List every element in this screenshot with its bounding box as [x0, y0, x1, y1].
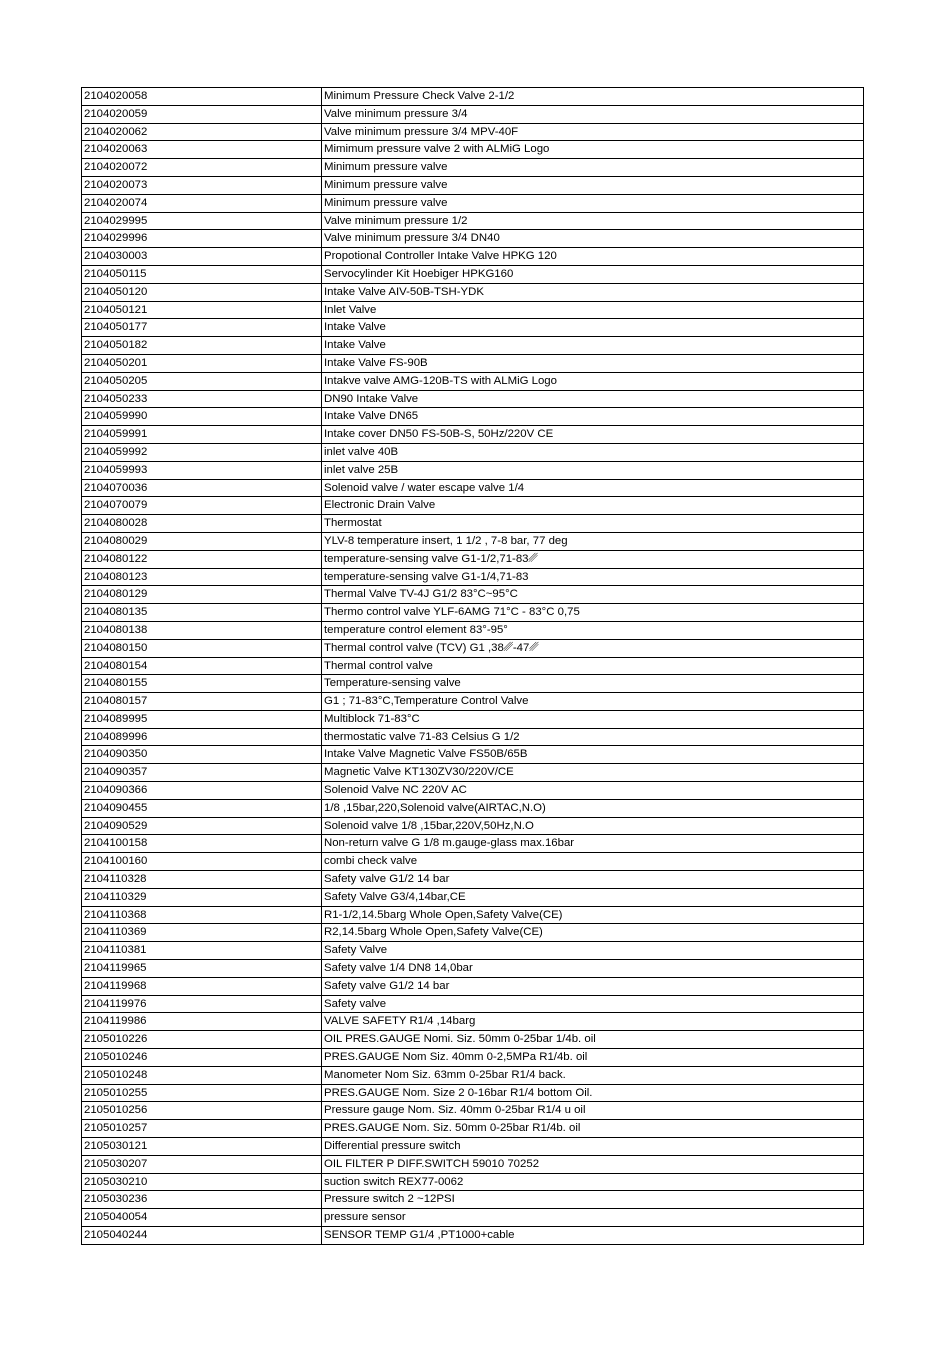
description-cell[interactable]: Safety valve: [322, 996, 864, 1013]
table-row: [82, 88, 864, 106]
description-cell[interactable]: 1/8 ,15bar,220,Solenoid valve(AIRTAC,N.O): [322, 800, 864, 817]
description-cell[interactable]: Intake cover DN50 FS-50B-S, 50Hz/220V CE: [322, 426, 864, 443]
description-cell[interactable]: temperature-sensing valve G1-1/2,71-83␥: [322, 551, 864, 568]
table-row: [82, 159, 864, 177]
part-number-cell[interactable]: 2104110328: [82, 871, 322, 888]
description-cell[interactable]: thermostatic valve 71-83 Celsius G 1/2: [322, 729, 864, 746]
table-row: [82, 569, 864, 587]
part-number-cell[interactable]: 2104050201: [82, 355, 322, 372]
part-number-cell[interactable]: 2104100158: [82, 835, 322, 852]
part-number-cell[interactable]: 2104089995: [82, 711, 322, 728]
table-row: [82, 942, 864, 960]
table-row: [82, 640, 864, 658]
description-cell[interactable]: Servocylinder Kit Hoebiger HPKG160: [322, 266, 864, 283]
part-number-cell[interactable]: 2104059992: [82, 444, 322, 461]
description-cell[interactable]: Valve minimum pressure 3/4: [322, 106, 864, 123]
part-number-cell[interactable]: 2104110381: [82, 942, 322, 959]
part-number-cell[interactable]: 2104080150: [82, 640, 322, 657]
description-cell[interactable]: Multiblock 71-83°C: [322, 711, 864, 728]
part-number-cell[interactable]: 2104070036: [82, 480, 322, 497]
part-number-cell[interactable]: 2105030207: [82, 1156, 322, 1173]
part-number-cell[interactable]: 2104080155: [82, 675, 322, 692]
part-number-cell[interactable]: 2105010246: [82, 1049, 322, 1066]
part-number-cell[interactable]: 2104080135: [82, 604, 322, 621]
description-cell[interactable]: YLV-8 temperature insert, 1 1/2 , 7-8 bar, 77 deg: [322, 533, 864, 550]
description-cell[interactable]: Thermo control valve YLF-6AMG 71°C - 83°C 0,75: [322, 604, 864, 621]
table-row: [82, 960, 864, 978]
description-cell[interactable]: R1-1/2,14.5barg Whole Open,Safety Valve(CE): [322, 907, 864, 924]
part-number-cell[interactable]: 2104090350: [82, 746, 322, 763]
table-row: [82, 337, 864, 355]
table-row: [82, 373, 864, 391]
description-cell[interactable]: Thermal control valve: [322, 658, 864, 675]
description-cell[interactable]: Solenoid Valve NC 220V AC: [322, 782, 864, 799]
table-row: [82, 1102, 864, 1120]
part-number-cell[interactable]: 2104050177: [82, 319, 322, 336]
description-cell[interactable]: Valve minimum pressure 3/4 MPV-40F: [322, 124, 864, 141]
description-cell[interactable]: Minimum Pressure Check Valve 2-1/2: [322, 88, 864, 105]
part-number-cell[interactable]: 2104080129: [82, 586, 322, 603]
table-row: [82, 1227, 864, 1245]
description-cell[interactable]: PRES.GAUGE Nom. Size 2 0-16bar R1/4 bottom Oil.: [322, 1085, 864, 1102]
part-number-cell[interactable]: 2104080029: [82, 533, 322, 550]
part-number-cell[interactable]: 2104050182: [82, 337, 322, 354]
part-number-cell[interactable]: 2104020074: [82, 195, 322, 212]
part-number-cell[interactable]: 2104080154: [82, 658, 322, 675]
table-row: [82, 284, 864, 302]
description-cell[interactable]: DN90 Intake Valve: [322, 391, 864, 408]
description-cell[interactable]: Thermal control valve (TCV) G1 ,38␥-47␥: [322, 640, 864, 657]
table-row: [82, 177, 864, 195]
part-number-cell[interactable]: 2104119968: [82, 978, 322, 995]
description-cell[interactable]: inlet valve 40B: [322, 444, 864, 461]
part-number-cell[interactable]: 2104070079: [82, 497, 322, 514]
table-row: [82, 782, 864, 800]
description-cell[interactable]: inlet valve 25B: [322, 462, 864, 479]
table-row: [82, 1013, 864, 1031]
description-cell[interactable]: Intake Valve Magnetic Valve FS50B/65B: [322, 746, 864, 763]
table-row: [82, 996, 864, 1014]
part-number-cell[interactable]: 2105030210: [82, 1174, 322, 1191]
table-row: [82, 1067, 864, 1085]
table-row: [82, 141, 864, 159]
part-number-cell[interactable]: 2104110369: [82, 924, 322, 941]
description-cell[interactable]: Solenoid valve / water escape valve 1/4: [322, 480, 864, 497]
table-row: [82, 426, 864, 444]
description-cell[interactable]: suction switch REX77-0062: [322, 1174, 864, 1191]
table-row: [82, 106, 864, 124]
description-cell[interactable]: Safety valve G1/2 14 bar: [322, 978, 864, 995]
part-number-cell[interactable]: 2104090366: [82, 782, 322, 799]
table-row: [82, 124, 864, 142]
table-row: [82, 1156, 864, 1174]
description-cell[interactable]: Minimum pressure valve: [322, 195, 864, 212]
description-cell[interactable]: Thermostat: [322, 515, 864, 532]
part-number-cell[interactable]: 2104050115: [82, 266, 322, 283]
part-number-cell[interactable]: 2104100160: [82, 853, 322, 870]
description-cell[interactable]: Intakve valve AMG-120B-TS with ALMiG Logo: [322, 373, 864, 390]
part-number-cell[interactable]: 2104110329: [82, 889, 322, 906]
table-row: [82, 319, 864, 337]
part-number-cell[interactable]: 2104050120: [82, 284, 322, 301]
description-cell[interactable]: Minimum pressure valve: [322, 177, 864, 194]
description-cell[interactable]: Safety Valve: [322, 942, 864, 959]
table-row: [82, 444, 864, 462]
part-number-cell[interactable]: 2104029995: [82, 213, 322, 230]
table-row: [82, 1191, 864, 1209]
description-cell[interactable]: Mimimum pressure valve 2 with ALMiG Logo: [322, 141, 864, 158]
table-row: [82, 889, 864, 907]
part-number-cell[interactable]: 2105040054: [82, 1209, 322, 1226]
description-cell[interactable]: Safety valve G1/2 14 bar: [322, 871, 864, 888]
description-cell[interactable]: Intake Valve DN65: [322, 408, 864, 425]
part-number-cell[interactable]: 2104050121: [82, 302, 322, 319]
description-cell[interactable]: Temperature-sensing valve: [322, 675, 864, 692]
part-number-cell[interactable]: 2104050205: [82, 373, 322, 390]
part-number-cell[interactable]: 2104020072: [82, 159, 322, 176]
part-number-cell[interactable]: 2104020062: [82, 124, 322, 141]
description-cell[interactable]: Propotional Controller Intake Valve HPKG 120: [322, 248, 864, 265]
description-cell[interactable]: Intake Valve FS-90B: [322, 355, 864, 372]
description-cell[interactable]: Inlet Valve: [322, 302, 864, 319]
description-cell[interactable]: R2,14.5barg Whole Open,Safety Valve(CE): [322, 924, 864, 941]
part-number-cell[interactable]: 2105010255: [82, 1085, 322, 1102]
description-cell[interactable]: Pressure switch 2 ~12PSI: [322, 1191, 864, 1208]
table-row: [82, 480, 864, 498]
table-row: [82, 835, 864, 853]
table-row: [82, 1120, 864, 1138]
description-cell[interactable]: temperature-sensing valve G1-1/4,71-83: [322, 569, 864, 586]
table-row: [82, 515, 864, 533]
table-row: [82, 622, 864, 640]
table-row: [82, 213, 864, 231]
table-row: [82, 871, 864, 889]
description-cell[interactable]: Valve minimum pressure 3/4 DN40: [322, 230, 864, 247]
table-row: [82, 746, 864, 764]
part-number-cell[interactable]: 2104090357: [82, 764, 322, 781]
part-number-cell[interactable]: 2104110368: [82, 907, 322, 924]
description-cell[interactable]: Solenoid valve 1/8 ,15bar,220V,50Hz,N.O: [322, 818, 864, 835]
description-cell[interactable]: Intake Valve: [322, 337, 864, 354]
table-row: [82, 675, 864, 693]
description-cell[interactable]: Magnetic Valve KT130ZV30/220V/CE: [322, 764, 864, 781]
part-number-cell[interactable]: 2104080028: [82, 515, 322, 532]
part-number-cell[interactable]: 2104059993: [82, 462, 322, 479]
table-row: [82, 408, 864, 426]
table-row: [82, 604, 864, 622]
part-number-cell[interactable]: 2105040244: [82, 1227, 322, 1244]
part-number-cell[interactable]: 2104089996: [82, 729, 322, 746]
table-row: [82, 230, 864, 248]
part-number-cell[interactable]: 2105010248: [82, 1067, 322, 1084]
description-cell[interactable]: Thermal Valve TV-4J G1/2 83°C~95°C: [322, 586, 864, 603]
table-row: [82, 818, 864, 836]
table-row: [82, 1138, 864, 1156]
table-row: [82, 302, 864, 320]
part-number-cell[interactable]: 2104119965: [82, 960, 322, 977]
table-row: [82, 586, 864, 604]
table-row: [82, 1085, 864, 1103]
table-row: [82, 924, 864, 942]
table-row: [82, 1174, 864, 1192]
description-cell[interactable]: combi check valve: [322, 853, 864, 870]
description-cell[interactable]: Manometer Nom Siz. 63mm 0-25bar R1/4 back.: [322, 1067, 864, 1084]
table-row: [82, 853, 864, 871]
description-cell[interactable]: Differential pressure switch: [322, 1138, 864, 1155]
description-cell[interactable]: Minimum pressure valve: [322, 159, 864, 176]
table-row: [82, 355, 864, 373]
part-number-cell[interactable]: 2105030236: [82, 1191, 322, 1208]
part-number-cell[interactable]: 2104090455: [82, 800, 322, 817]
part-number-cell[interactable]: 2104059990: [82, 408, 322, 425]
table-row: [82, 800, 864, 818]
part-number-cell[interactable]: 2104030003: [82, 248, 322, 265]
part-number-cell[interactable]: 2104059991: [82, 426, 322, 443]
description-cell[interactable]: Valve minimum pressure 1/2: [322, 213, 864, 230]
description-cell[interactable]: SENSOR TEMP G1/4 ,PT1000+cable: [322, 1227, 864, 1244]
description-cell[interactable]: VALVE SAFETY R1/4 ,14barg: [322, 1013, 864, 1030]
part-number-cell[interactable]: 2104020063: [82, 141, 322, 158]
description-cell[interactable]: Pressure gauge Nom. Siz. 40mm 0-25bar R1/4 u oil: [322, 1102, 864, 1119]
part-number-cell[interactable]: 2104050233: [82, 391, 322, 408]
part-number-cell[interactable]: 2104020073: [82, 177, 322, 194]
table-row: [82, 533, 864, 551]
table-row: [82, 1031, 864, 1049]
description-cell[interactable]: Safety Valve G3/4,14bar,CE: [322, 889, 864, 906]
table-row: [82, 551, 864, 569]
part-number-cell[interactable]: 2105010256: [82, 1102, 322, 1119]
table-row: [82, 497, 864, 515]
table-row: [82, 764, 864, 782]
table-row: [82, 462, 864, 480]
description-cell[interactable]: pressure sensor: [322, 1209, 864, 1226]
description-cell[interactable]: Intake Valve AIV-50B-TSH-YDK: [322, 284, 864, 301]
part-number-cell[interactable]: 2104080122: [82, 551, 322, 568]
description-cell[interactable]: OIL FILTER P DIFF.SWITCH 59010 70252: [322, 1156, 864, 1173]
part-number-cell[interactable]: 2104080123: [82, 569, 322, 586]
description-cell[interactable]: Non-return valve G 1/8 m.gauge-glass max.16bar: [322, 835, 864, 852]
part-number-cell[interactable]: 2104020058: [82, 88, 322, 105]
description-cell[interactable]: Safety valve 1/4 DN8 14,0bar: [322, 960, 864, 977]
table-row: [82, 195, 864, 213]
part-number-cell[interactable]: 2104119976: [82, 996, 322, 1013]
part-number-cell[interactable]: 2104020059: [82, 106, 322, 123]
table-row: [82, 711, 864, 729]
table-row: [82, 693, 864, 711]
table-row: [82, 1209, 864, 1227]
part-number-cell[interactable]: 2104029996: [82, 230, 322, 247]
description-cell[interactable]: PRES.GAUGE Nom Siz. 40mm 0-2,5MPa R1/4b. oil: [322, 1049, 864, 1066]
description-cell[interactable]: OIL PRES.GAUGE Nomi. Siz. 50mm 0-25bar 1/4b. oil: [322, 1031, 864, 1048]
part-number-cell[interactable]: 2105030121: [82, 1138, 322, 1155]
table-row: [82, 248, 864, 266]
part-number-cell[interactable]: 2104119986: [82, 1013, 322, 1030]
part-number-cell[interactable]: 2104080138: [82, 622, 322, 639]
table-row: [82, 658, 864, 676]
table-row: [82, 1049, 864, 1067]
description-cell[interactable]: G1 ; 71-83°C,Temperature Control Valve: [322, 693, 864, 710]
parts-table: [81, 87, 864, 1245]
description-cell[interactable]: temperature control element 83°-95°: [322, 622, 864, 639]
table-row: [82, 266, 864, 284]
description-cell[interactable]: PRES.GAUGE Nom. Siz. 50mm 0-25bar R1/4b. oil: [322, 1120, 864, 1137]
table-row: [82, 729, 864, 747]
part-number-cell[interactable]: 2104080157: [82, 693, 322, 710]
part-number-cell[interactable]: 2105010257: [82, 1120, 322, 1137]
part-number-cell[interactable]: 2104090529: [82, 818, 322, 835]
table-row: [82, 907, 864, 925]
description-cell[interactable]: Electronic Drain Valve: [322, 497, 864, 514]
table-row: [82, 391, 864, 409]
description-cell[interactable]: Intake Valve: [322, 319, 864, 336]
table-row: [82, 978, 864, 996]
part-number-cell[interactable]: 2105010226: [82, 1031, 322, 1048]
